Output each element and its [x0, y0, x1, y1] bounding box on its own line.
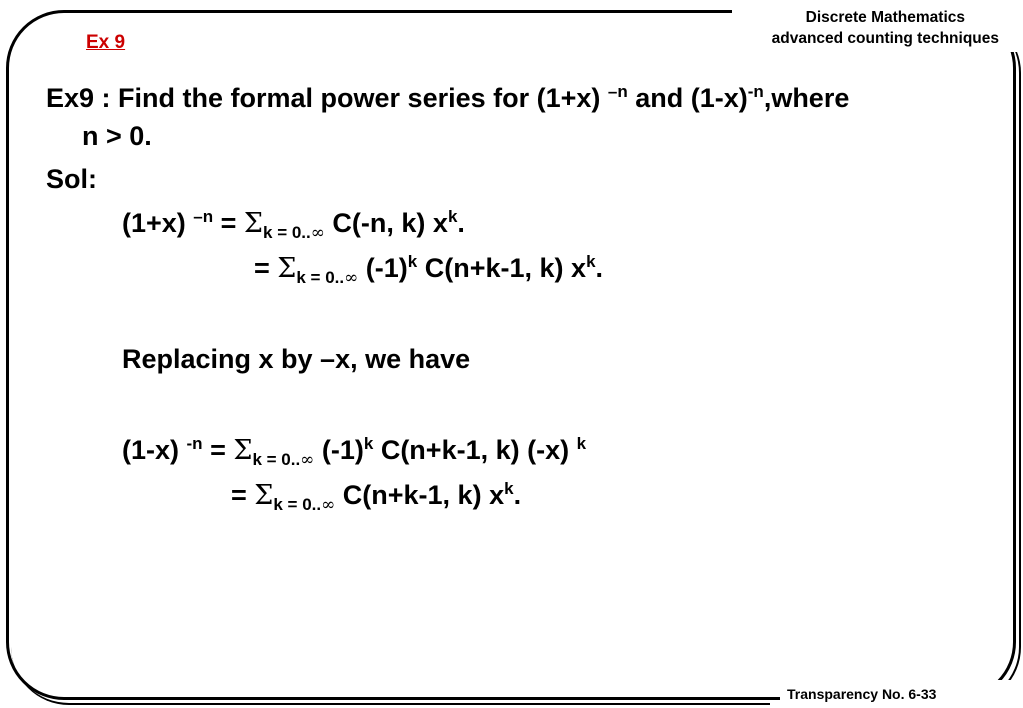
exponent: k	[504, 479, 514, 498]
step-text: (1-x)	[122, 435, 187, 465]
transparency-number: Transparency No. 6-33	[787, 686, 937, 702]
problem-text-3: ,where	[763, 83, 850, 113]
sum-range: k = 0..	[263, 223, 311, 242]
equals: =	[254, 253, 278, 283]
sum-range: k = 0..	[252, 450, 301, 469]
sum-range: k = 0..	[273, 495, 322, 514]
step-text: C(-n, k) x	[324, 208, 448, 238]
period: .	[513, 480, 522, 510]
step-1	[122, 207, 465, 243]
step-4	[122, 434, 587, 470]
exponent: k	[363, 434, 374, 453]
step-text: (-1)	[358, 253, 408, 283]
exponent: k	[447, 207, 458, 226]
step-5	[231, 479, 522, 515]
course-title-line2: advanced counting techniques	[771, 30, 999, 47]
sigma-symbol: Σ	[277, 253, 297, 284]
sigma-symbol: Σ	[243, 208, 264, 239]
exponent: -n	[186, 434, 203, 453]
sigma-symbol: Σ	[254, 480, 274, 511]
example-title: Ex 9	[86, 32, 126, 53]
step-text: C(n+k-1, k) x	[417, 253, 587, 283]
problem-line-2: n > 0.	[82, 121, 152, 151]
exponent: k	[576, 434, 587, 453]
sol-label: Sol:	[46, 164, 97, 194]
infinity-symbol: ∞	[344, 268, 359, 288]
equals: =	[231, 480, 255, 510]
step-text: (-1)	[314, 435, 364, 465]
step-3: Replacing x by –x, we have	[122, 344, 471, 374]
equals: =	[213, 208, 244, 238]
step-text: C(n+k-1, k) x	[335, 480, 505, 510]
equals: =	[202, 435, 234, 465]
period: .	[595, 253, 604, 283]
course-title-line1: Discrete Mathematics	[805, 9, 965, 26]
infinity-symbol: ∞	[321, 495, 336, 515]
infinity-symbol: ∞	[300, 450, 315, 470]
exponent: –n	[193, 207, 214, 226]
problem-line-1	[46, 83, 849, 114]
sum-range: k = 0..	[296, 268, 345, 287]
step-text: (1+x)	[122, 208, 194, 238]
problem-text-2: and (1-x)	[627, 83, 748, 113]
exponent: –n	[607, 82, 628, 101]
step-2	[254, 252, 604, 288]
exponent: k	[407, 252, 418, 271]
problem-text-1: Ex9 : Find the formal power series for (1+x)	[46, 83, 608, 113]
sigma-symbol: Σ	[233, 435, 253, 466]
period: .	[457, 208, 465, 238]
step-text: C(n+k-1, k) (-x)	[373, 435, 577, 465]
exponent: k	[586, 252, 596, 271]
infinity-symbol: ∞	[310, 223, 325, 243]
exponent: -n	[747, 82, 764, 101]
